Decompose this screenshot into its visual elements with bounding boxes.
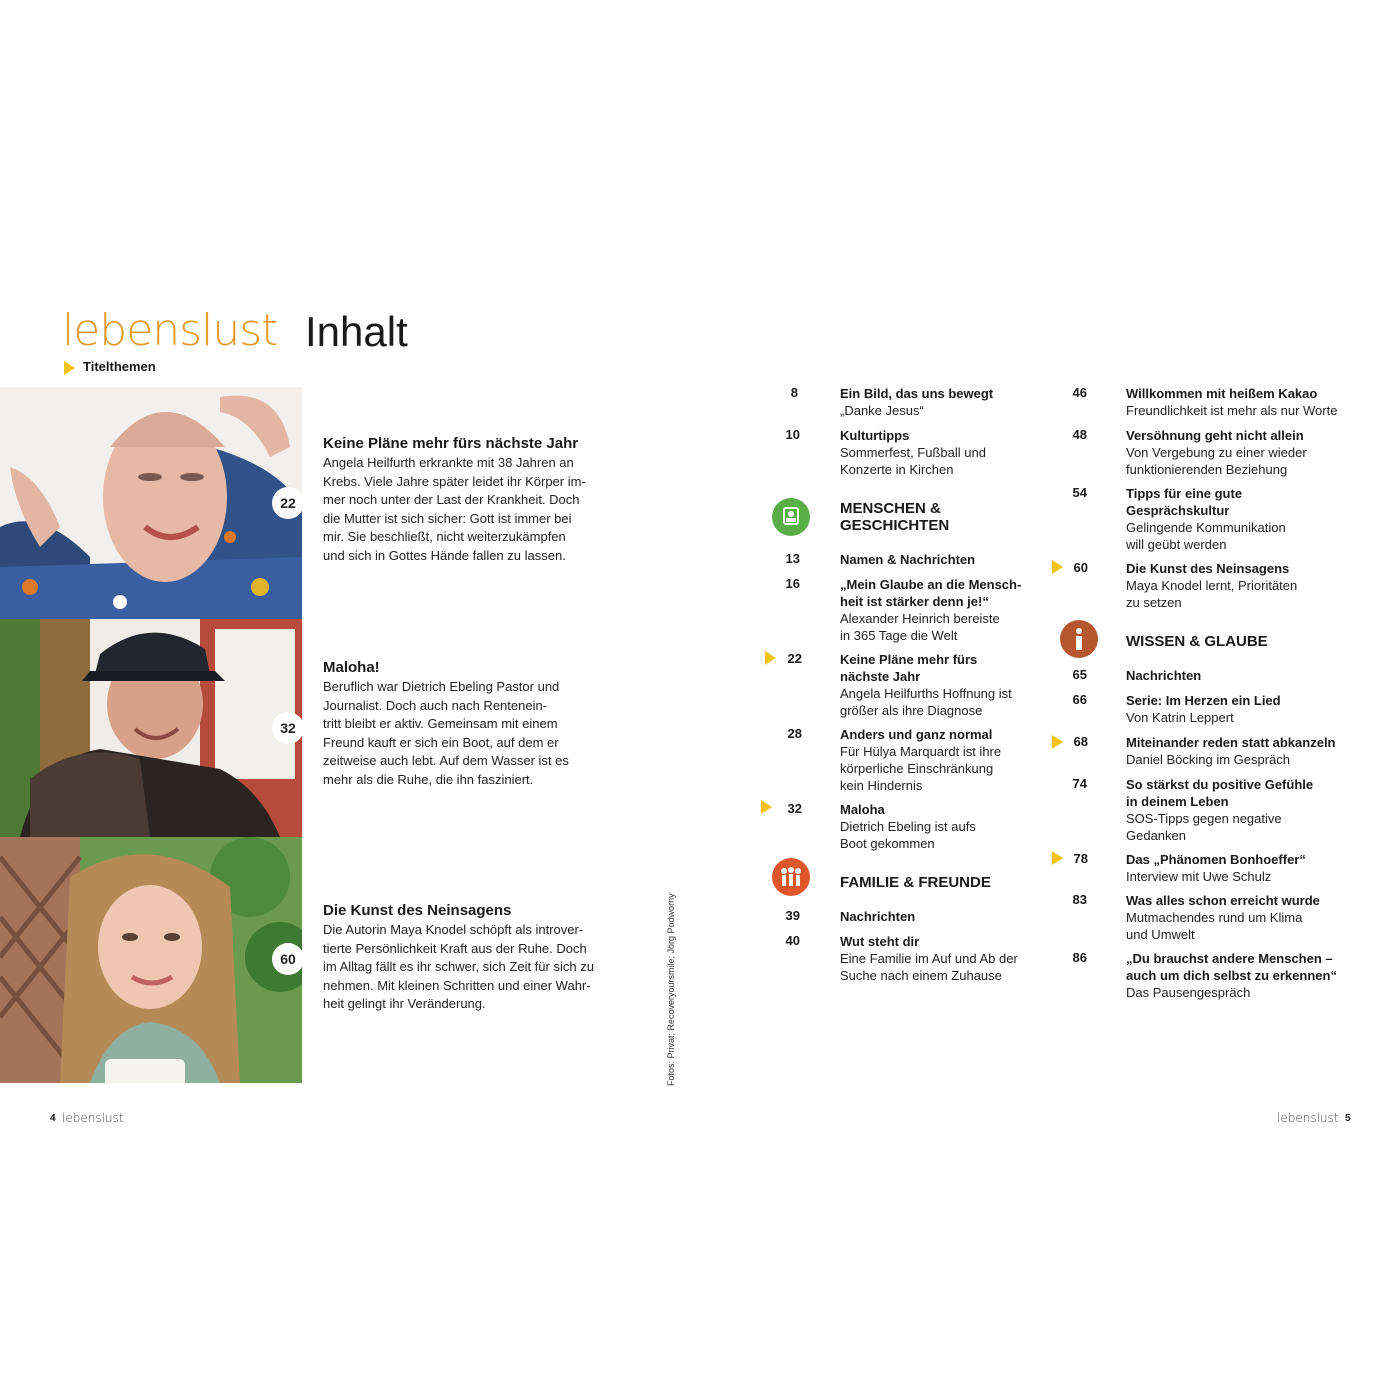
section-heading: MENSCHEN & GESCHICHTEN: [840, 500, 950, 534]
toc-page-number: 66: [1072, 692, 1087, 707]
toc-entry-subtitle: Eine Familie im Auf und Ab der Suche nach einem Zuhause: [840, 951, 1018, 983]
toc-entry-title[interactable]: Versöhnung geht nicht allein: [1126, 428, 1304, 443]
section-heading: WISSEN & GLAUBE: [1126, 633, 1268, 650]
toc-entry-title[interactable]: Ein Bild, das uns bewegt: [840, 386, 994, 401]
toc-page-number: 8: [790, 385, 798, 400]
toc-page-number: 39: [785, 908, 800, 923]
page-number-badge: 22: [272, 487, 302, 519]
toc-entry-title[interactable]: Keine Pläne mehr fürs nächste Jahr: [840, 652, 978, 684]
toc-entry-title[interactable]: So stärkst du positive Gefühle in deinem Leben: [1126, 777, 1314, 809]
toc-entry-title[interactable]: Das „Phänomen Bonhoeffer“: [1126, 852, 1306, 867]
toc-entry-subtitle: Interview mit Uwe Schulz: [1126, 869, 1272, 884]
toc-entry-subtitle: Mutmachendes rund um Klima und Umwelt: [1126, 910, 1303, 942]
toc-entry-title[interactable]: Miteinander reden statt abkanzeln: [1126, 735, 1336, 750]
toc-entry-title[interactable]: Willkommen mit heißem Kakao: [1126, 386, 1318, 401]
toc-entry-subtitle: SOS-Tipps gegen negative Gedanken: [1126, 811, 1282, 843]
toc-entry-title[interactable]: „Mein Glaube an die Mensch- heit ist stärker denn je!“: [840, 577, 1022, 609]
toc-page-number: 68: [1073, 734, 1088, 749]
toc-entry-subtitle: Sommerfest, Fußball und Konzerte in Kirchen: [840, 445, 986, 477]
toc-page-number: 32: [787, 801, 802, 816]
feature-title: Die Kunst des Neinsagens: [323, 902, 512, 919]
photo-angela: [0, 387, 302, 619]
footer-logo-left: lebenslust: [62, 1111, 124, 1125]
info-section-icon: [1060, 620, 1098, 658]
page-number-badge: 60: [272, 943, 302, 975]
toc-page-number: 54: [1072, 485, 1087, 500]
section-heading: FAMILIE & FREUNDE: [840, 874, 991, 891]
page-title: Inhalt: [305, 308, 408, 355]
feature-text: Die Autorin Maya Knodel schöpft als introver- tierte Persönlichkeit Kraft aus der Ruhe. Doch im Alltag fällt es ihr schwer, sich Zeit für sich zu nehmen. Mit kleinen Schritten und einer Wahr- heit gelingt ihr Veränderung.: [323, 922, 594, 1011]
toc-page-number: 16: [785, 576, 800, 591]
toc-entry-subtitle: Von Katrin Leppert: [1126, 710, 1234, 725]
toc-page-number: 40: [785, 933, 800, 948]
toc-entry-subtitle: Freundlichkeit ist mehr als nur Worte: [1126, 403, 1338, 418]
footer-logo-right: lebenslust: [1277, 1111, 1339, 1125]
toc-entry-title[interactable]: Tipps für eine gute Gesprächskultur: [1126, 486, 1243, 518]
toc-entry-subtitle: Alexander Heinrich bereiste in 365 Tage die Welt: [840, 611, 1000, 643]
toc-entry-subtitle: Dietrich Ebeling ist aufs Boot gekommen: [840, 819, 976, 851]
photo-credit: Fotos: Privat; Recoveryoursmile; Jörg Podworny: [666, 893, 676, 1086]
magazine-logo: lebenslust: [62, 305, 278, 356]
toc-page-number: 74: [1072, 776, 1087, 791]
toc-entry-title[interactable]: Die Kunst des Neinsagens: [1126, 561, 1290, 576]
toc-entry-title[interactable]: Namen & Nachrichten: [840, 552, 976, 567]
toc-page-number: 48: [1072, 427, 1087, 442]
toc-page-number: 13: [785, 551, 800, 566]
feature-title: Keine Pläne mehr fürs nächste Jahr: [323, 435, 579, 452]
marker-triangle-icon: [64, 361, 75, 375]
photo-maya: [0, 837, 302, 1083]
feature-text: Angela Heilfurth erkrankte mit 38 Jahren an Krebs. Viele Jahre später leidet ihr Körper im- mer noch unter der Last der Krankheit. Doch die Mutter ist sich sicher: Gott ist immer bei mir. Sie beschließt, nicht weiterzukämpfen und sich in Gottes Hände fallen zu lassen.: [323, 455, 586, 563]
toc-entry-title[interactable]: „Du brauchst andere Menschen – auch um dich selbst zu erkennen“: [1126, 951, 1337, 983]
toc-entry-subtitle: Von Vergebung zu einer wieder funktionierenden Beziehung: [1126, 445, 1307, 477]
toc-page-number: 22: [787, 651, 802, 666]
cover-story-marker-icon: [761, 800, 772, 814]
photo-dietrich: [0, 619, 302, 837]
toc-entry-title[interactable]: Kulturtipps: [840, 428, 910, 443]
toc-page-number: 65: [1072, 667, 1087, 682]
toc-entry-subtitle: „Danke Jesus“: [840, 403, 924, 418]
family-section-icon: [772, 858, 810, 896]
section-label: Titelthemen: [83, 359, 156, 374]
toc-entry-title[interactable]: Nachrichten: [840, 909, 916, 924]
toc-page-number: 83: [1072, 892, 1087, 907]
page-number-right: 5: [1345, 1113, 1351, 1124]
feature-text: Beruflich war Dietrich Ebeling Pastor und Journalist. Doch auch nach Rentenein- tritt bleibt er aktiv. Gemeinsam mit einem Freund kauft er sich ein Boot, auf dem er zeitweise auch lebt. Auf dem Wasser ist es mehr als die Ruhe, die ihn fasziniert.: [323, 679, 569, 787]
toc-entry-title[interactable]: Wut steht dir: [840, 934, 920, 949]
toc-page-number: 28: [787, 726, 802, 741]
toc-entry-subtitle: Angela Heilfurths Hoffnung ist größer als ihre Diagnose: [840, 686, 1012, 718]
toc-entry-subtitle: Für Hülya Marquardt ist ihre körperliche Einschränkung kein Hindernis: [840, 744, 1002, 793]
feature-title: Maloha!: [323, 659, 380, 676]
toc-entry-title[interactable]: Was alles schon erreicht wurde: [1126, 893, 1320, 908]
toc-entry-title[interactable]: Nachrichten: [1126, 668, 1202, 683]
page-number-badge: 32: [272, 712, 302, 744]
people-section-icon: [772, 498, 810, 536]
toc-page-number: 10: [785, 427, 800, 442]
toc-entry-subtitle: Maya Knodel lernt, Prioritäten zu setzen: [1126, 578, 1298, 610]
toc-entry-subtitle: Gelingende Kommunikation will geübt werden: [1126, 520, 1286, 552]
toc-entry-title[interactable]: Serie: Im Herzen ein Lied: [1126, 693, 1281, 708]
toc-entry-subtitle: Daniel Böcking im Gespräch: [1126, 752, 1291, 767]
toc-page-number: 86: [1072, 950, 1087, 965]
toc-entry-title[interactable]: Anders und ganz normal: [840, 727, 993, 742]
toc-page-number: 78: [1073, 851, 1088, 866]
toc-page-number: 60: [1073, 560, 1088, 575]
toc-page-number: 46: [1072, 385, 1087, 400]
toc-entry-title[interactable]: Maloha: [840, 802, 885, 817]
toc-entry-subtitle: Das Pausengespräch: [1126, 985, 1251, 1000]
page-number-left: 4: [50, 1113, 56, 1124]
